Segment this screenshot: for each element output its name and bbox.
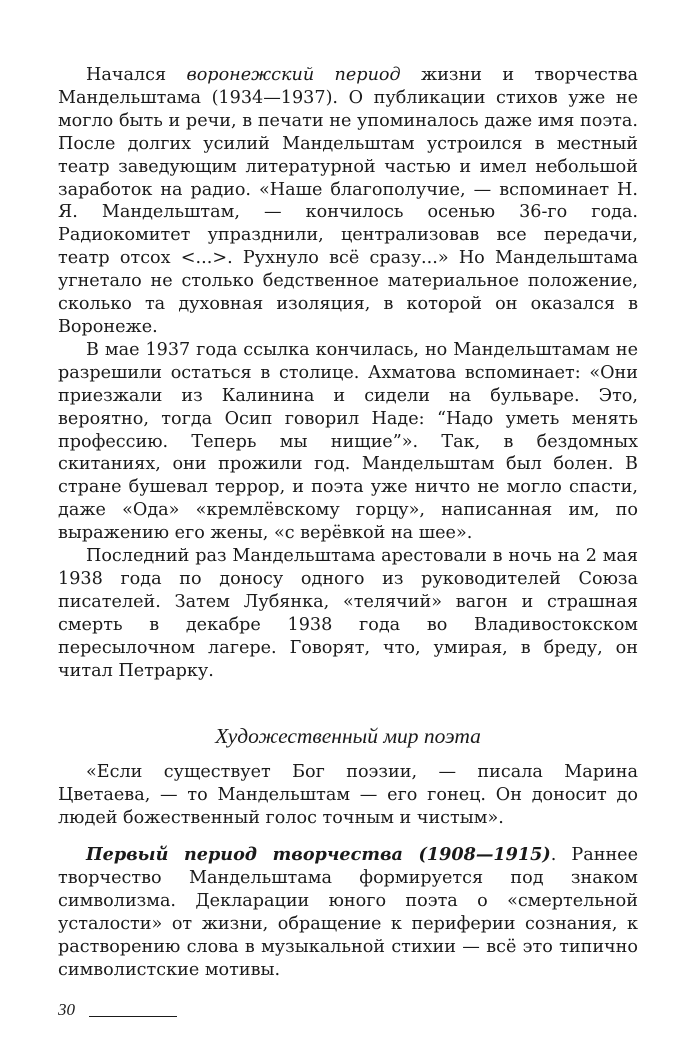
paragraph-tsvetaeva-quote: «Если существует Бог поэзии, — писала Марина Цветаева, — то Мандельштам — его гонец. Он доносит до людей божественный голос точным и чистым».: [58, 762, 638, 829]
emphasis-voronezh-period: воронежский период: [186, 65, 401, 85]
emphasis-first-period: Первый период творчества (1908—1915): [86, 844, 551, 866]
paragraph-end-of-exile: В мае 1937 года ссылка кончилась, но Мандельштамам не разрешили остаться в столице. Ахматова вспоминает: «Они приезжали из Калинина и сидели на бульваре. Это, вероятно, тогда Осип говорил Наде: “Надо уметь менять профессию. Теперь мы нищие”». Так, в бездомных скитаниях, они прожили год. Мандельштам был болен. В стране бушевал террор, и поэта уже ничто не могло спасти, даже «Ода» «кремлёвскому горцу», написанная им, по выражению его жены, «с верёвкой на шее».: [58, 339, 638, 544]
paragraph-text: Начался: [86, 65, 187, 85]
paragraph-text: жизни и творчества Мандельштама (1934—1937). О публикации стихов уже не могло быть и речи, в печати не упоминалось даже имя поэта. После долгих усилий Мандельштам устроился в местный театр заведующим литературной частью и имел небольшой заработок на радио. «Наше благополучие, — вспоминает Н. Я. Мандельштам, — кончилось осенью 36-го года. Радиокомитет упразднили, централизовав все передачи, театр отсох <...>. Рухнуло всё сразу...» Но Мандельштама угнетало не столько бедственное материальное положение, сколько та духовная изоляция, в которой он оказался в Воронеже.: [58, 65, 638, 337]
page-body: [58, 64, 638, 982]
section-heading: Художественный мир поэта: [215, 724, 481, 749]
paragraph-text: . Раннее творчество Мандельштама формируется под знаком символизма. Декларации юного поэта о «смертельной усталости» от жизни, обращение к периферии сознания, к растворению слова в музыкальной стихии — всё это типично символистские мотивы.: [58, 845, 638, 980]
paragraph-first-period: [58, 844, 638, 981]
paragraph-voronezh-period: [58, 64, 638, 339]
footer-rule: [89, 1016, 177, 1017]
paragraph-last-arrest: Последний раз Мандельштама арестовали в ночь на 2 мая 1938 года по доносу одного из руководителей Союза писателей. Затем Лубянка, «телячий» вагон и страшная смерть в декабре 1938 года во Владивостокском пересылочном лагере. Говорят, что, умирая, в бреду, он читал Петрарку.: [58, 546, 638, 681]
page-number: 30: [58, 1000, 75, 1019]
